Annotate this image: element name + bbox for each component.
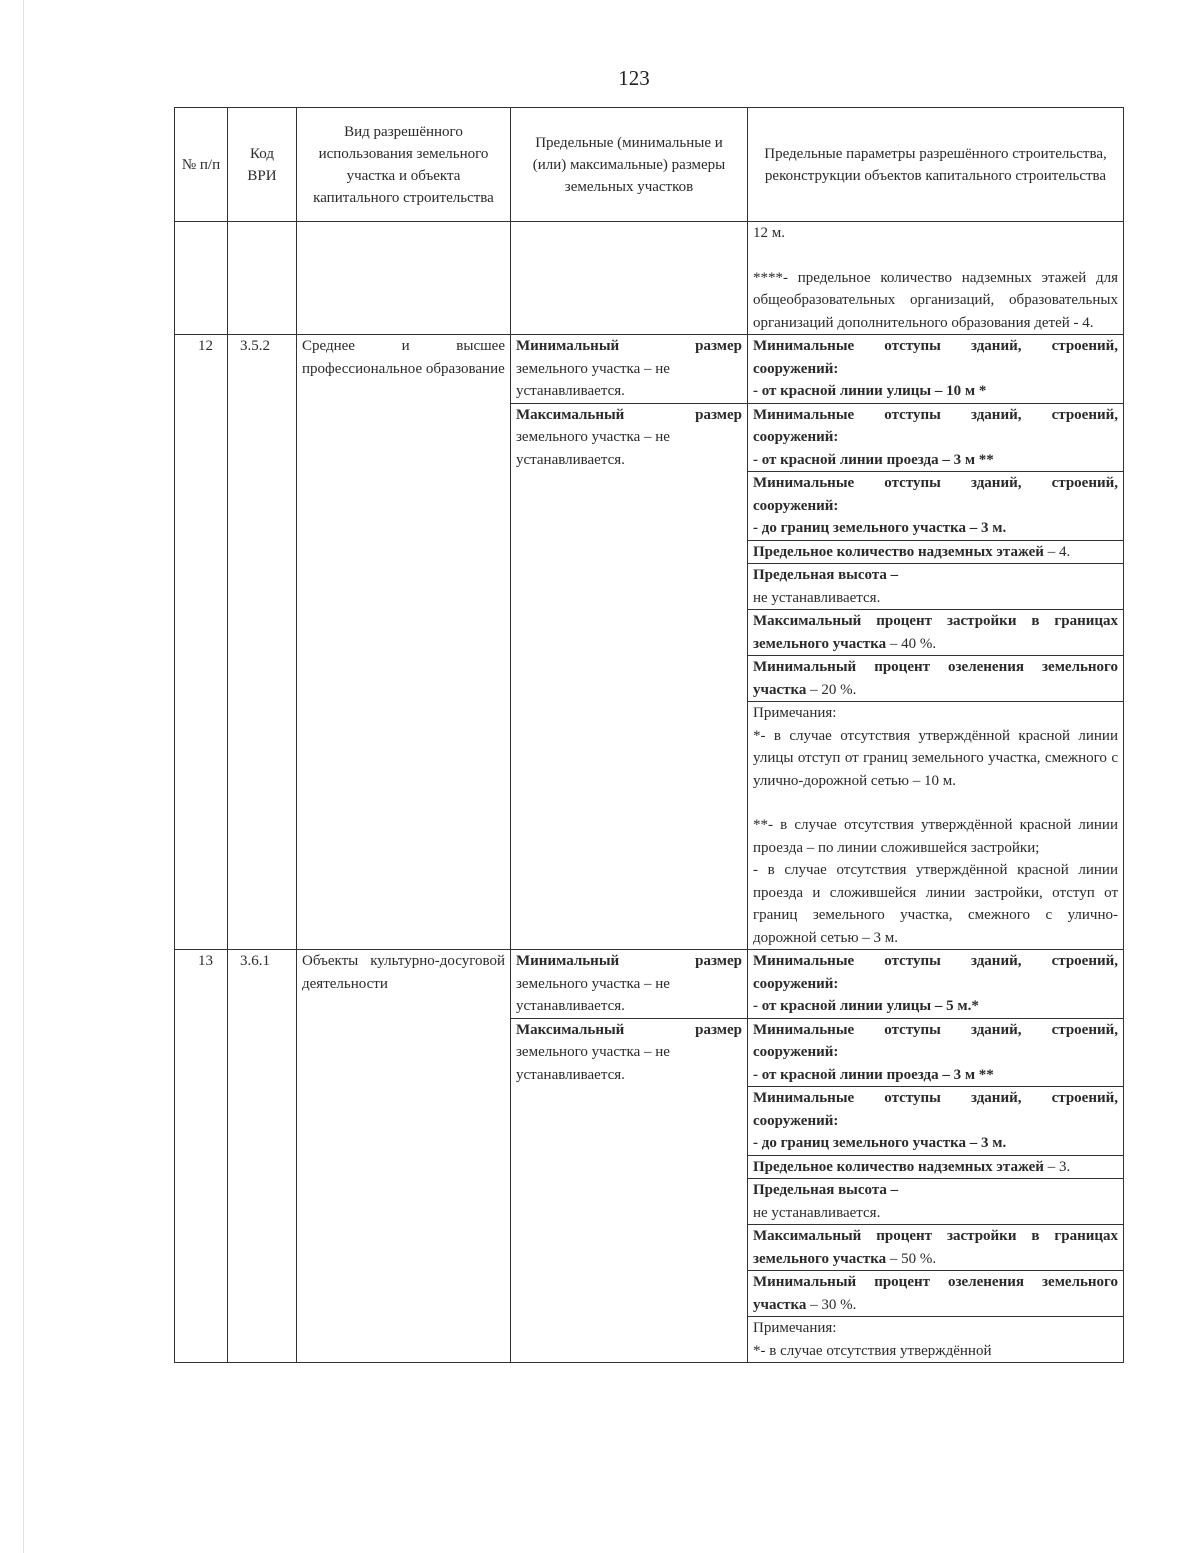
param-label: Минимальные отступы зданий, строений, сооружений: (753, 475, 1118, 514)
row-code: 3.5.2 (228, 335, 297, 950)
row-code: 3.6.1 (228, 950, 297, 1363)
table-header-row (175, 108, 1124, 222)
param-value: - до границ земельного участка – 3 м. (753, 520, 1007, 536)
param-value: - до границ земельного участка – 3 м. (753, 1135, 1007, 1151)
max-size-value: земельного участка – не устанавливается. (516, 429, 670, 468)
notes-cell (748, 1317, 1124, 1363)
param-value: - от красной линии проезда – 3 м ** (753, 451, 994, 468)
note-3: - в случае отсутствия утверждённой красной линии проезда и сложившейся линии застройки, отступ от границ земельного участка, смежного с улично-дорожной сетью – 3 м. (753, 862, 1118, 946)
param-value: не устанавливается. (753, 589, 881, 606)
param-value: не устанавливается. (753, 1204, 881, 1221)
param-label: Минимальный процент озеленения земельного участка (753, 659, 1118, 698)
header-type: Вид разрешённого использования земельного участка и объекта капитального строительства (297, 108, 511, 222)
param-cell (748, 1271, 1124, 1317)
param-cell (748, 656, 1124, 702)
param-label: Предельное количество надземных этажей (753, 543, 1044, 560)
continuation-cell (748, 222, 1124, 335)
min-size-cell (511, 335, 748, 404)
param-value: – 30 %. (806, 1296, 857, 1313)
max-size-cell (511, 1018, 748, 1363)
row-number: 13 (175, 950, 228, 1363)
notes-title: Примечания: (753, 705, 837, 721)
param-value: - от красной линии улицы – 5 м.* (753, 998, 979, 1014)
param-label: Минимальные отступы зданий, строений, сооружений: (753, 1090, 1118, 1129)
param-cell (748, 1179, 1124, 1225)
param-value: – 20 %. (806, 681, 857, 698)
continuation-line: 12 м. (753, 225, 785, 241)
param-label: Минимальные отступы зданий, строений, сооружений: (753, 406, 1118, 445)
param-cell (748, 335, 1124, 404)
param-cell (748, 403, 1124, 472)
header-size: Предельные (минимальные и (или) максимальные) размеры земельных участков (511, 108, 748, 222)
row-type: Среднее и высшее профессиональное образование (297, 335, 511, 950)
param-cell (748, 472, 1124, 541)
param-cell (748, 1225, 1124, 1271)
param-label: Максимальный процент застройки в границах земельного участка (753, 613, 1118, 652)
min-size-cell (511, 950, 748, 1019)
notes-cell (748, 702, 1124, 950)
param-value: – 4. (1043, 543, 1071, 560)
param-value: - от красной линии улицы – 10 м * (753, 383, 987, 399)
param-label: Максимальный процент застройки в границах земельного участка (753, 1228, 1118, 1267)
header-code: Код ВРИ (228, 108, 297, 222)
param-cell (748, 1155, 1124, 1179)
param-cell (748, 540, 1124, 564)
row-type: Объекты культурно-досуговой деятельности (297, 950, 511, 1363)
table-row-continuation (175, 222, 1124, 335)
max-size-label: Максимальный размер (516, 1021, 742, 1038)
note-2: **- в случае отсутствия утверждённой красной линии проезда – по линии сложившейся застройки; (753, 817, 1118, 856)
table-row-12 (175, 335, 1124, 404)
continuation-note: ****- предельное количество надземных этажей для общеобразовательных организаций, образовательных организаций дополнительного образования детей - 4. (753, 269, 1118, 331)
note-1: *- в случае отсутствия утверждённой (753, 1342, 992, 1359)
min-size-value: земельного участка – не устанавливается. (516, 975, 670, 1014)
param-cell (748, 564, 1124, 610)
param-label: Минимальные отступы зданий, строений, сооружений: (753, 953, 1118, 992)
param-value: - от красной линии проезда – 3 м ** (753, 1066, 994, 1083)
param-value: – 3. (1043, 1158, 1071, 1175)
table-row-13 (175, 950, 1124, 1019)
param-label: Минимальные отступы зданий, строений, сооружений: (753, 338, 1118, 377)
page-number: 123 (618, 66, 650, 90)
notes-title: Примечания: (753, 1320, 837, 1336)
param-label: Предельное количество надземных этажей (753, 1158, 1044, 1175)
param-label: Предельная высота – (753, 1182, 899, 1198)
max-size-label: Максимальный размер (516, 406, 742, 423)
max-size-value: земельного участка – не устанавливается. (516, 1044, 670, 1083)
param-cell (748, 1018, 1124, 1087)
param-label: Предельная высота – (753, 567, 899, 583)
header-num: № п/п (175, 108, 228, 222)
param-cell (748, 950, 1124, 1019)
param-label: Минимальные отступы зданий, строений, сооружений: (753, 1021, 1118, 1060)
min-size-value: земельного участка – не устанавливается. (516, 360, 670, 399)
row-number: 12 (175, 335, 228, 950)
param-value: – 40 %. (886, 635, 937, 652)
param-label: Минимальный процент озеленения земельного участка (753, 1274, 1118, 1313)
param-value: – 50 %. (886, 1250, 937, 1267)
param-cell (748, 610, 1124, 656)
min-size-label: Минимальный размер (516, 338, 742, 354)
param-cell (748, 1087, 1124, 1156)
scan-edge (23, 0, 24, 1553)
note-1: *- в случае отсутствия утверждённой красной линии улицы отступ от границ земельного участка, смежного с улично-дорожной сетью – 10 м. (753, 727, 1118, 789)
min-size-label: Минимальный размер (516, 953, 742, 969)
land-use-parameters-table (174, 107, 1124, 1363)
max-size-cell (511, 403, 748, 950)
header-params: Предельные параметры разрешённого строительства, реконструкции объектов капитального строительства (748, 108, 1124, 222)
